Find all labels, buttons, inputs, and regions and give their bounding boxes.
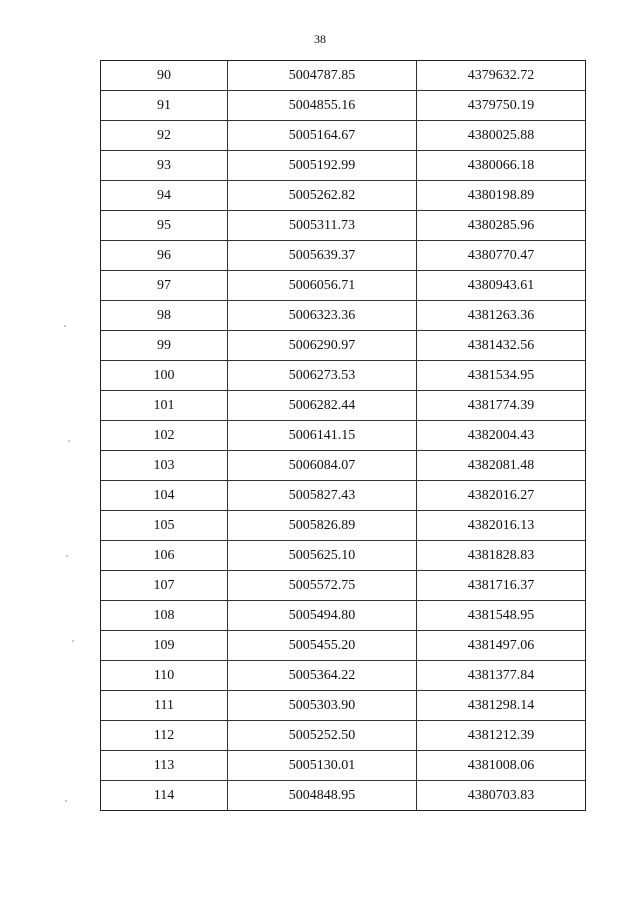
y-coordinate-cell: 4381534.95 bbox=[467, 367, 535, 383]
y-coordinate-cell: 4380770.47 bbox=[467, 247, 535, 263]
point-number-cell: 110 bbox=[101, 661, 228, 690]
scan-speck bbox=[72, 640, 74, 642]
x-coordinate-cell: 5005494.80 bbox=[228, 601, 417, 630]
table-row bbox=[101, 271, 585, 301]
y-coordinate-cell: 4381716.37 bbox=[467, 577, 535, 593]
y-coordinate-cell: 4381212.39 bbox=[467, 727, 535, 743]
point-number-cell: 98 bbox=[101, 301, 228, 330]
table-row bbox=[101, 241, 585, 271]
x-coordinate-cell: 5005311.73 bbox=[228, 211, 417, 240]
y-coordinate-cell: 4381497.06 bbox=[467, 637, 535, 653]
y-coordinate-cell: 4381298.14 bbox=[467, 697, 535, 713]
point-number-cell: 113 bbox=[101, 751, 228, 780]
y-coordinate-cell: 4382016.27 bbox=[467, 487, 535, 503]
point-number-cell: 112 bbox=[101, 721, 228, 750]
table-row bbox=[101, 571, 585, 601]
x-coordinate-cell: 5006056.71 bbox=[228, 271, 417, 300]
point-number-cell: 97 bbox=[101, 271, 228, 300]
y-coordinate-cell: 4380285.96 bbox=[467, 217, 535, 233]
x-coordinate-cell: 5004787.85 bbox=[228, 61, 417, 90]
table-row bbox=[101, 421, 585, 451]
table-row bbox=[101, 331, 585, 361]
table-row bbox=[101, 181, 585, 211]
table-row bbox=[101, 601, 585, 631]
x-coordinate-cell: 5005164.67 bbox=[228, 121, 417, 150]
y-coordinate-cell: 4381263.36 bbox=[467, 307, 535, 323]
table-row bbox=[101, 781, 585, 811]
table-row bbox=[101, 751, 585, 781]
table-row bbox=[101, 391, 585, 421]
scan-speck bbox=[65, 800, 67, 802]
x-coordinate-cell: 5005303.90 bbox=[228, 691, 417, 720]
point-number-cell: 114 bbox=[101, 781, 228, 811]
point-number-cell: 111 bbox=[101, 691, 228, 720]
scan-speck bbox=[66, 555, 68, 557]
x-coordinate-cell: 5005827.43 bbox=[228, 481, 417, 510]
point-number-cell: 107 bbox=[101, 571, 228, 600]
point-number-cell: 108 bbox=[101, 601, 228, 630]
x-coordinate-cell: 5006273.53 bbox=[228, 361, 417, 390]
point-number-cell: 109 bbox=[101, 631, 228, 660]
y-coordinate-cell: 4380066.18 bbox=[467, 157, 535, 173]
table-row bbox=[101, 301, 585, 331]
table-row bbox=[101, 691, 585, 721]
point-number-cell: 93 bbox=[101, 151, 228, 180]
scan-speck bbox=[68, 440, 70, 442]
y-coordinate-cell: 4379632.72 bbox=[467, 67, 535, 83]
y-coordinate-cell: 4381548.95 bbox=[467, 607, 535, 623]
x-coordinate-cell: 5005252.50 bbox=[228, 721, 417, 750]
x-coordinate-cell: 5005364.22 bbox=[228, 661, 417, 690]
table-row bbox=[101, 121, 585, 151]
x-coordinate-cell: 5005639.37 bbox=[228, 241, 417, 270]
point-number-cell: 95 bbox=[101, 211, 228, 240]
point-number-cell: 102 bbox=[101, 421, 228, 450]
x-coordinate-cell: 5006323.36 bbox=[228, 301, 417, 330]
table-row bbox=[101, 91, 585, 121]
point-number-cell: 94 bbox=[101, 181, 228, 210]
y-coordinate-cell: 4380703.83 bbox=[467, 788, 535, 803]
x-coordinate-cell: 5004855.16 bbox=[228, 91, 417, 120]
x-coordinate-cell: 5005455.20 bbox=[228, 631, 417, 660]
y-coordinate-cell: 4381432.56 bbox=[467, 337, 535, 353]
coordinates-table bbox=[100, 60, 586, 811]
point-number-cell: 104 bbox=[101, 481, 228, 510]
table-row bbox=[101, 481, 585, 511]
point-number-cell: 91 bbox=[101, 91, 228, 120]
table-row bbox=[101, 211, 585, 241]
table-row bbox=[101, 541, 585, 571]
point-number-cell: 90 bbox=[101, 61, 228, 90]
y-coordinate-cell: 4379750.19 bbox=[467, 97, 535, 113]
x-coordinate-cell: 5004848.95 bbox=[228, 781, 417, 811]
x-coordinate-cell: 5005572.75 bbox=[228, 571, 417, 600]
point-number-cell: 99 bbox=[101, 331, 228, 360]
y-coordinate-cell: 4381774.39 bbox=[467, 397, 535, 413]
x-coordinate-cell: 5006282.44 bbox=[228, 391, 417, 420]
y-coordinate-cell: 4382004.43 bbox=[467, 427, 535, 443]
page-number: 38 bbox=[314, 32, 326, 46]
table-row bbox=[101, 451, 585, 481]
x-coordinate-cell: 5005192.99 bbox=[228, 151, 417, 180]
table-row bbox=[101, 631, 585, 661]
table-row bbox=[101, 511, 585, 541]
y-coordinate-cell: 4382016.13 bbox=[467, 517, 535, 533]
table-row bbox=[101, 151, 585, 181]
point-number-cell: 105 bbox=[101, 511, 228, 540]
point-number-cell: 106 bbox=[101, 541, 228, 570]
x-coordinate-cell: 5006290.97 bbox=[228, 331, 417, 360]
table-row bbox=[101, 61, 585, 91]
y-coordinate-cell: 4381828.83 bbox=[467, 547, 535, 563]
point-number-cell: 96 bbox=[101, 241, 228, 270]
y-coordinate-cell: 4382081.48 bbox=[467, 457, 535, 473]
point-number-cell: 103 bbox=[101, 451, 228, 480]
table-row bbox=[101, 361, 585, 391]
table-row bbox=[101, 661, 585, 691]
y-coordinate-cell: 4380198.89 bbox=[467, 187, 535, 203]
x-coordinate-cell: 5005625.10 bbox=[228, 541, 417, 570]
x-coordinate-cell: 5005262.82 bbox=[228, 181, 417, 210]
x-coordinate-cell: 5006141.15 bbox=[228, 421, 417, 450]
x-coordinate-cell: 5006084.07 bbox=[228, 451, 417, 480]
point-number-cell: 101 bbox=[101, 391, 228, 420]
scan-speck bbox=[64, 325, 66, 327]
table-row bbox=[101, 721, 585, 751]
y-coordinate-cell: 4380025.88 bbox=[467, 127, 535, 143]
x-coordinate-cell: 5005130.01 bbox=[228, 751, 417, 780]
y-coordinate-cell: 4381008.06 bbox=[467, 757, 535, 773]
x-coordinate-cell: 5005826.89 bbox=[228, 511, 417, 540]
point-number-cell: 92 bbox=[101, 121, 228, 150]
y-coordinate-cell: 4380943.61 bbox=[467, 277, 535, 293]
y-coordinate-cell: 4381377.84 bbox=[467, 667, 535, 683]
point-number-cell: 100 bbox=[101, 361, 228, 390]
